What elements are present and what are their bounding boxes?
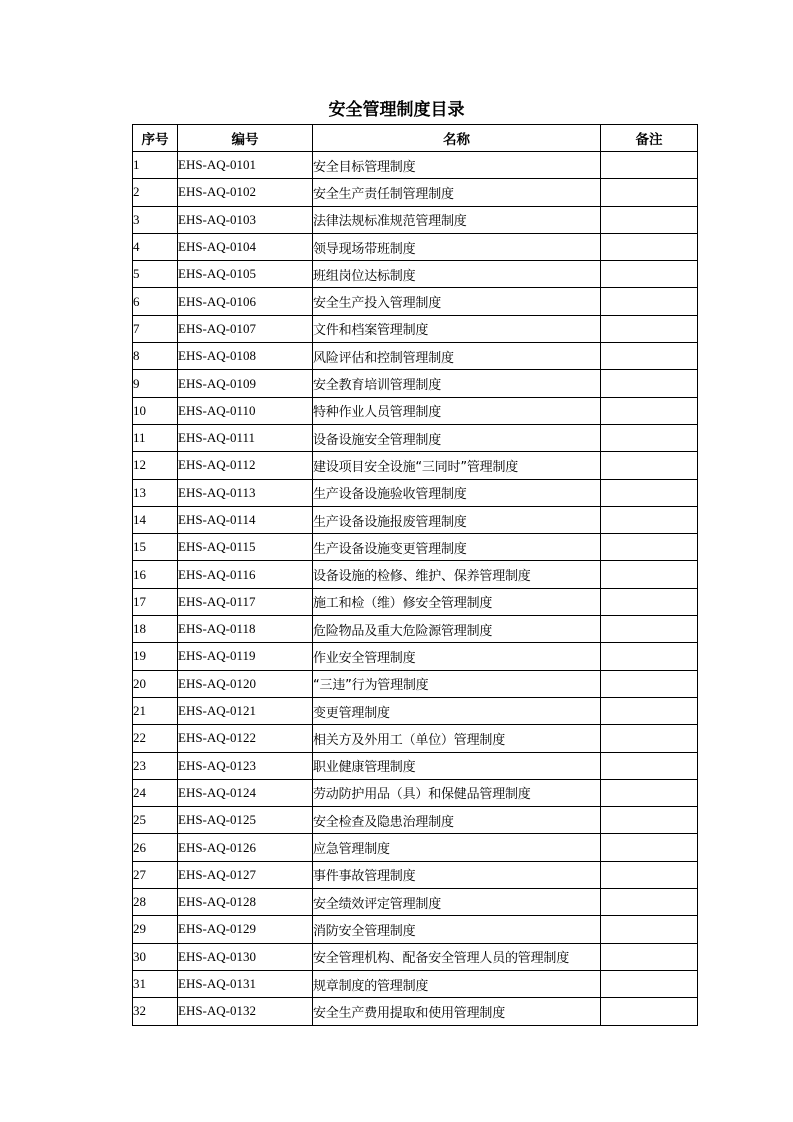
- page-title: 安全管理制度目录: [328, 100, 465, 120]
- row-name-cell: 设备设施的检修、维护、保养管理制度: [313, 561, 601, 588]
- table-row: [133, 725, 698, 752]
- row-note-cell: [601, 588, 698, 615]
- row-note-cell: [601, 370, 698, 397]
- table-row: [133, 807, 698, 834]
- row-note-cell: [601, 998, 698, 1025]
- table-header: [133, 125, 698, 152]
- table-row: [133, 779, 698, 806]
- row-name-cell: 特种作业人员管理制度: [313, 397, 601, 424]
- row-code-cell: EHS-AQ-0132: [178, 998, 313, 1025]
- row-code-cell: EHS-AQ-0129: [178, 916, 313, 943]
- row-seq-cell: 17: [133, 588, 178, 615]
- row-note-cell: [601, 397, 698, 424]
- row-code-cell: EHS-AQ-0128: [178, 889, 313, 916]
- row-code-cell: EHS-AQ-0123: [178, 752, 313, 779]
- row-seq-cell: 30: [133, 943, 178, 970]
- row-code-cell: EHS-AQ-0108: [178, 343, 313, 370]
- row-code-cell: EHS-AQ-0127: [178, 861, 313, 888]
- row-name-cell: 相关方及外用工（单位）管理制度: [313, 725, 601, 752]
- row-code-cell: EHS-AQ-0102: [178, 179, 313, 206]
- row-note-cell: [601, 343, 698, 370]
- table-row: [133, 397, 698, 424]
- row-note-cell: [601, 725, 698, 752]
- row-note-cell: [601, 807, 698, 834]
- table-row: [133, 588, 698, 615]
- header-code: 编号: [178, 125, 313, 152]
- table-row: [133, 479, 698, 506]
- row-name-cell: 消防安全管理制度: [313, 916, 601, 943]
- table-row: [133, 670, 698, 697]
- row-seq-cell: 19: [133, 643, 178, 670]
- row-name-cell: “三违”行为管理制度: [313, 670, 601, 697]
- row-seq-cell: 23: [133, 752, 178, 779]
- table-row: [133, 534, 698, 561]
- row-name-cell: 应急管理制度: [313, 834, 601, 861]
- row-code-cell: EHS-AQ-0110: [178, 397, 313, 424]
- row-seq-cell: 4: [133, 233, 178, 260]
- row-note-cell: [601, 779, 698, 806]
- row-seq-cell: 11: [133, 424, 178, 451]
- row-name-cell: 安全目标管理制度: [313, 152, 601, 179]
- row-code-cell: EHS-AQ-0117: [178, 588, 313, 615]
- row-note-cell: [601, 179, 698, 206]
- row-code-cell: EHS-AQ-0119: [178, 643, 313, 670]
- table-row: [133, 206, 698, 233]
- row-code-cell: EHS-AQ-0114: [178, 506, 313, 533]
- table-row: [133, 233, 698, 260]
- table-row: [133, 861, 698, 888]
- row-seq-cell: 1: [133, 152, 178, 179]
- row-name-cell: 危险物品及重大危险源管理制度: [313, 616, 601, 643]
- row-code-cell: EHS-AQ-0116: [178, 561, 313, 588]
- row-name-cell: 生产设备设施报废管理制度: [313, 506, 601, 533]
- table-row: [133, 970, 698, 997]
- row-note-cell: [601, 643, 698, 670]
- table-row: [133, 343, 698, 370]
- row-seq-cell: 13: [133, 479, 178, 506]
- row-note-cell: [601, 970, 698, 997]
- row-seq-cell: 29: [133, 916, 178, 943]
- row-note-cell: [601, 561, 698, 588]
- row-note-cell: [601, 152, 698, 179]
- header-seq: 序号: [133, 125, 178, 152]
- row-seq-cell: 2: [133, 179, 178, 206]
- table-row: [133, 424, 698, 451]
- row-seq-cell: 6: [133, 288, 178, 315]
- row-name-cell: 法律法规标准规范管理制度: [313, 206, 601, 233]
- row-seq-cell: 26: [133, 834, 178, 861]
- row-note-cell: [601, 206, 698, 233]
- row-name-cell: 生产设备设施变更管理制度: [313, 534, 601, 561]
- row-note-cell: [601, 697, 698, 724]
- row-note-cell: [601, 288, 698, 315]
- row-code-cell: EHS-AQ-0103: [178, 206, 313, 233]
- row-code-cell: EHS-AQ-0121: [178, 697, 313, 724]
- row-name-cell: 安全检查及隐患治理制度: [313, 807, 601, 834]
- row-note-cell: [601, 506, 698, 533]
- regulation-catalog-table: [132, 124, 698, 1026]
- table-row: [133, 370, 698, 397]
- row-code-cell: EHS-AQ-0115: [178, 534, 313, 561]
- header-name: 名称: [313, 125, 601, 152]
- row-seq-cell: 9: [133, 370, 178, 397]
- row-seq-cell: 25: [133, 807, 178, 834]
- row-name-cell: 安全生产责任制管理制度: [313, 179, 601, 206]
- row-name-cell: 设备设施安全管理制度: [313, 424, 601, 451]
- row-code-cell: EHS-AQ-0109: [178, 370, 313, 397]
- row-name-cell: 班组岗位达标制度: [313, 261, 601, 288]
- table-row: [133, 179, 698, 206]
- row-name-cell: 文件和档案管理制度: [313, 315, 601, 342]
- row-name-cell: 安全绩效评定管理制度: [313, 889, 601, 916]
- row-note-cell: [601, 233, 698, 260]
- table-row: [133, 998, 698, 1025]
- row-name-cell: 领导现场带班制度: [313, 233, 601, 260]
- row-code-cell: EHS-AQ-0124: [178, 779, 313, 806]
- table-row: [133, 288, 698, 315]
- row-seq-cell: 15: [133, 534, 178, 561]
- row-seq-cell: 22: [133, 725, 178, 752]
- row-note-cell: [601, 834, 698, 861]
- row-name-cell: 职业健康管理制度: [313, 752, 601, 779]
- row-seq-cell: 28: [133, 889, 178, 916]
- row-seq-cell: 16: [133, 561, 178, 588]
- table-row: [133, 889, 698, 916]
- row-seq-cell: 14: [133, 506, 178, 533]
- row-name-cell: 事件事故管理制度: [313, 861, 601, 888]
- row-seq-cell: 27: [133, 861, 178, 888]
- row-code-cell: EHS-AQ-0101: [178, 152, 313, 179]
- row-name-cell: 作业安全管理制度: [313, 643, 601, 670]
- row-seq-cell: 8: [133, 343, 178, 370]
- row-code-cell: EHS-AQ-0130: [178, 943, 313, 970]
- row-note-cell: [601, 889, 698, 916]
- row-code-cell: EHS-AQ-0131: [178, 970, 313, 997]
- table-row: [133, 261, 698, 288]
- row-code-cell: EHS-AQ-0107: [178, 315, 313, 342]
- table-row: [133, 697, 698, 724]
- table-row: [133, 152, 698, 179]
- row-code-cell: EHS-AQ-0125: [178, 807, 313, 834]
- row-seq-cell: 3: [133, 206, 178, 233]
- row-note-cell: [601, 861, 698, 888]
- row-code-cell: EHS-AQ-0111: [178, 424, 313, 451]
- row-note-cell: [601, 752, 698, 779]
- row-seq-cell: 5: [133, 261, 178, 288]
- header-note: 备注: [601, 125, 698, 152]
- row-note-cell: [601, 261, 698, 288]
- table-body: [133, 152, 698, 1026]
- row-name-cell: 施工和检（维）修安全管理制度: [313, 588, 601, 615]
- table-row: [133, 834, 698, 861]
- row-code-cell: EHS-AQ-0112: [178, 452, 313, 479]
- row-name-cell: 建设项目安全设施“三同时”管理制度: [313, 452, 601, 479]
- table-row: [133, 916, 698, 943]
- table-row: [133, 943, 698, 970]
- row-note-cell: [601, 479, 698, 506]
- row-code-cell: EHS-AQ-0104: [178, 233, 313, 260]
- row-seq-cell: 31: [133, 970, 178, 997]
- row-code-cell: EHS-AQ-0106: [178, 288, 313, 315]
- row-code-cell: EHS-AQ-0113: [178, 479, 313, 506]
- row-name-cell: 劳动防护用品（具）和保健品管理制度: [313, 779, 601, 806]
- row-note-cell: [601, 534, 698, 561]
- table-row: [133, 643, 698, 670]
- row-note-cell: [601, 943, 698, 970]
- table-row: [133, 452, 698, 479]
- table-row: [133, 506, 698, 533]
- row-name-cell: 安全管理机构、配备安全管理人员的管理制度: [313, 943, 601, 970]
- row-seq-cell: 20: [133, 670, 178, 697]
- header-row: [133, 125, 698, 152]
- row-code-cell: EHS-AQ-0105: [178, 261, 313, 288]
- table-row: [133, 752, 698, 779]
- row-code-cell: EHS-AQ-0118: [178, 616, 313, 643]
- row-name-cell: 安全教育培训管理制度: [313, 370, 601, 397]
- table-row: [133, 315, 698, 342]
- row-note-cell: [601, 452, 698, 479]
- row-name-cell: 安全生产费用提取和使用管理制度: [313, 998, 601, 1025]
- row-seq-cell: 10: [133, 397, 178, 424]
- row-seq-cell: 21: [133, 697, 178, 724]
- row-name-cell: 风险评估和控制管理制度: [313, 343, 601, 370]
- row-seq-cell: 18: [133, 616, 178, 643]
- row-note-cell: [601, 424, 698, 451]
- row-note-cell: [601, 670, 698, 697]
- row-code-cell: EHS-AQ-0120: [178, 670, 313, 697]
- row-note-cell: [601, 315, 698, 342]
- row-name-cell: 变更管理制度: [313, 697, 601, 724]
- row-name-cell: 安全生产投入管理制度: [313, 288, 601, 315]
- row-name-cell: 规章制度的管理制度: [313, 970, 601, 997]
- row-seq-cell: 32: [133, 998, 178, 1025]
- table-row: [133, 616, 698, 643]
- row-note-cell: [601, 616, 698, 643]
- row-code-cell: EHS-AQ-0126: [178, 834, 313, 861]
- table-row: [133, 561, 698, 588]
- row-seq-cell: 7: [133, 315, 178, 342]
- row-name-cell: 生产设备设施验收管理制度: [313, 479, 601, 506]
- row-code-cell: EHS-AQ-0122: [178, 725, 313, 752]
- row-seq-cell: 24: [133, 779, 178, 806]
- row-note-cell: [601, 916, 698, 943]
- row-seq-cell: 12: [133, 452, 178, 479]
